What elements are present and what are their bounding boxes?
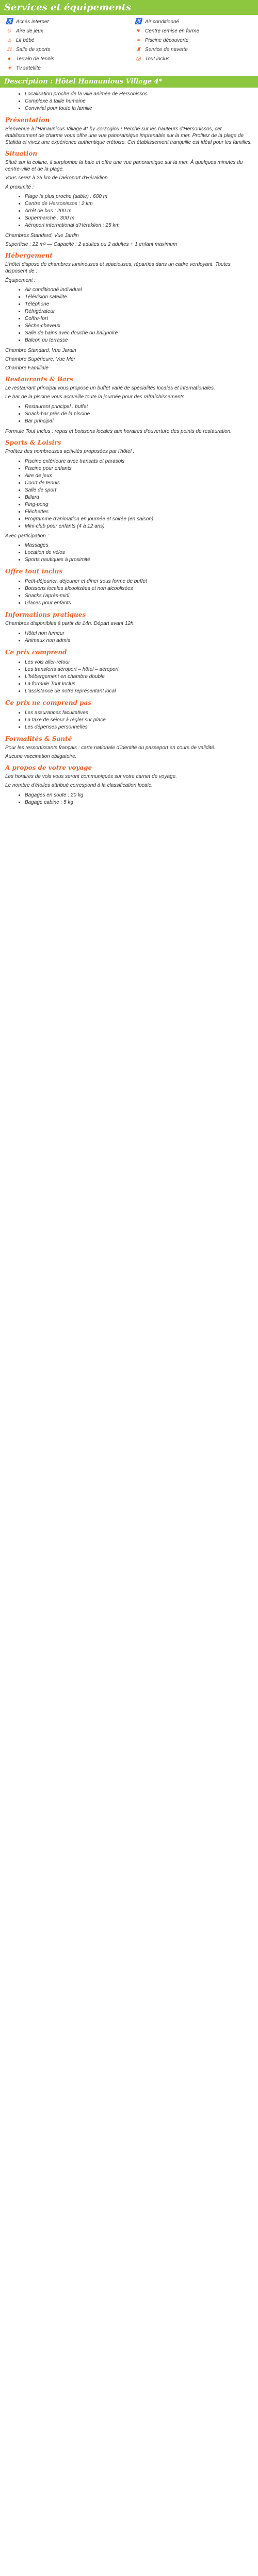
paid-head: Avec participation : [5, 533, 49, 539]
service-label: Service de navette [145, 46, 188, 53]
infos-title: Informations pratiques [5, 611, 86, 618]
list-item: • Salle de bains avec douche ou baignoire [25, 330, 258, 337]
service-item [5, 18, 124, 25]
list-item: • Piscine extérieure avec transats et parasols [25, 458, 258, 465]
paragraph: Le bar de la piscine vous accueille toute la journée pour des rafraîchissements. [5, 394, 186, 400]
prix-non-comprend-title: Ce prix ne comprend pas [5, 699, 92, 706]
list-item: • Bagages en soute : 20 kg [25, 792, 258, 799]
list-item: • Bagage cabine : 5 kg [25, 799, 258, 806]
formalites-title: Formalités & Santé [5, 735, 72, 742]
list-item: • Court de tennis [25, 480, 258, 487]
child-icon: ☺ [6, 28, 12, 34]
equip-head: Équipement : [5, 278, 36, 283]
paragraph: Situé sur la colline, il surplombe la baie et offre une vue panoramique sur la mer. À quelques minutes du centre-ville et de la plage. [5, 160, 243, 172]
presentation-title: Présentation [5, 116, 50, 124]
list-item: • Petit-déjeuner, déjeuner et dîner sous forme de buffet [25, 578, 258, 585]
hebergement-notes [0, 347, 258, 371]
list-item: • Les dépenses personnelles [25, 724, 258, 731]
service-label: Tv satellite [16, 65, 41, 71]
prix-non-comprend-list [0, 709, 258, 731]
paragraph: Superficie : 22 m² — Capacité : 2 adultes ou 2 adultes + 1 enfant maximum [5, 242, 178, 247]
list-item: • Bar principal [25, 418, 258, 425]
apropos-title: A propos de votre voyage [5, 764, 92, 771]
service-item [5, 27, 124, 35]
list-item: • Sports nautiques à proximité [25, 556, 258, 564]
list-item: • Aire de jeux [25, 472, 258, 480]
list-item: • Plage la plus proche (sable) : 600 m [25, 193, 258, 200]
tennis-icon: ● [7, 56, 11, 62]
description-title: Description : Hôtel Hanaunious Village 4* [0, 76, 258, 88]
infos-bullets [0, 630, 258, 645]
list-item: • Animaux non admis [25, 637, 258, 645]
list-item: • L'hébergement en chambre double [25, 673, 258, 681]
situation-text [0, 159, 258, 181]
sports-list [0, 458, 258, 530]
service-label: Aire de jeux [16, 28, 43, 34]
list-item: • Snack-bar près de la piscine [25, 411, 258, 418]
list-item: • Mini-club pour enfants (4 à 12 ans) [25, 523, 258, 530]
list-item: • Supermarché : 300 m [25, 215, 258, 222]
list-item: • Ping-pong [25, 501, 258, 509]
service-item [134, 27, 253, 35]
service-item [134, 37, 253, 44]
list-item: • Location de vélos [25, 549, 258, 556]
paragraph: Les horaires de vols vous seront communiqués sur votre carnet de voyage. [5, 774, 177, 779]
list-item: • Télévision satellite [25, 294, 258, 301]
service-label: Tout inclus [145, 56, 170, 62]
prix-comprend-title: Ce prix comprend [5, 649, 67, 656]
restaurants-title: Restaurants & Bars [5, 376, 73, 383]
list-item: • Les vols aller-retour [25, 659, 258, 666]
list-item: • La taxe de séjour à régler sur place [25, 717, 258, 724]
list-item: • Massages [25, 542, 258, 549]
list-item: • Billard [25, 494, 258, 501]
list-item: • Glaces pour enfants [25, 600, 258, 607]
apropos-list [0, 792, 258, 806]
list-item: • Centre de Hersonissos : 2 km [25, 200, 258, 208]
sports-intro: Profitez des nombreuses activités proposées par l'hôtel : [5, 449, 135, 454]
service-label: Salle de sports [16, 46, 51, 53]
paragraph: Chambre Standard, Vue Jardin [5, 348, 76, 353]
paragraph: Le restaurant principal vous propose un buffet varié de spécialités locales et internationales. [5, 385, 215, 391]
paragraph: Chambre Supérieure, Vue Mer [5, 357, 75, 362]
service-item [134, 55, 253, 62]
description-bullets [0, 91, 258, 112]
paragraph: Pour les ressortissants français : carte nationale d'identité ou passeport en cours de validité. [5, 745, 216, 751]
page [0, 0, 258, 815]
restaurants-note: Formule Tout Inclus : repas et boissons locales aux horaires d'ouverture des points de restauration. [5, 429, 232, 434]
list-item: • Arrêt de bus : 200 m [25, 208, 258, 215]
apropos-text [0, 773, 258, 789]
formalites-text [0, 744, 258, 760]
presentation-text [0, 126, 258, 146]
pool-icon: ≈ [136, 37, 140, 43]
list-item: • Sèche-cheveux [25, 323, 258, 330]
situation-title: Situation [5, 150, 38, 157]
list-item: • Boissons locales alcoolisées et non alcoolisées [25, 585, 258, 592]
list-item: • Piscine pour enfants [25, 465, 258, 472]
restaurants-text [0, 385, 258, 400]
sports-title: Sports & Loisirs [5, 439, 61, 446]
list-item: • La formule Tout Inclus [25, 681, 258, 688]
list-item: • Les assurances facultatives [25, 709, 258, 717]
list-item: • Téléphone [25, 301, 258, 308]
list-item: • Snacks l'après-midi [25, 592, 258, 600]
service-label: Piscine découverte [145, 37, 189, 43]
service-item [134, 18, 253, 25]
accessibility-icon: ♿ [135, 19, 142, 25]
paragraph: Chambres Standard, Vue Jardin [5, 233, 79, 239]
list-item: • Salle de sport [25, 487, 258, 494]
service-label: Terrain de tennis [16, 56, 55, 62]
list-item: • Balcon ou terrasse [25, 337, 258, 344]
list-item: • Les transferts aéroport – hôtel – aéroport [25, 666, 258, 673]
wifi-icon: ◎ [136, 56, 141, 62]
prix-comprend-list [0, 659, 258, 695]
offre-list [0, 578, 258, 607]
meeting-icon: ☷ [7, 46, 12, 53]
list-item: • Complexe à taille humaine [25, 98, 258, 105]
paragraph: Aucune vaccination obligatoire. [5, 754, 77, 759]
infos-check: Chambres disponibles à partir de 14h. Départ avant 12h. [5, 621, 135, 626]
paid-list [0, 542, 258, 564]
offre-title: Offre tout inclus [5, 568, 63, 575]
service-item [5, 46, 124, 53]
list-item: • Aéroport international d'Héraklion : 25 km [25, 222, 258, 229]
situation-footer [0, 232, 258, 248]
equip-list [0, 286, 258, 344]
restaurant-icon: ♨ [7, 37, 12, 43]
list-item: • Fléchettes [25, 509, 258, 516]
distances-head: À proximité : [5, 184, 34, 190]
list-item: • Réfrigérateur [25, 308, 258, 315]
paragraph: Chambre Familiale [5, 365, 49, 371]
service-item [5, 55, 124, 62]
service-label: Air conditionné [145, 19, 180, 25]
service-label: Lit bébé [16, 37, 35, 43]
distances-list [0, 193, 258, 229]
paragraph: Bienvenue à l'Hanaunious Village 4* by Zorzogiou ! Perché sur les hauteurs d'Hersonissos, cet établissement de charme vous offre une vue panoramique imprenable sur la mer. Profitez de la plage de Stalida et vivez une expérience authentique crétoise. Cet établissement tranquille est idéal pour les familles. [5, 126, 252, 145]
hebergement-intro: L'hôtel dispose de chambres lumineuses et spacieuses, réparties dans un cadre verdoyant. Toutes disposent de : [5, 262, 231, 274]
hebergement-title: Hébergement [5, 252, 53, 259]
services-grid [0, 15, 258, 74]
paragraph: Le nombre d'étoiles attribué correspond à la classification locale. [5, 783, 153, 788]
service-label: Centre remise en forme [145, 28, 200, 34]
restaurants-list [0, 403, 258, 425]
service-item [5, 64, 124, 72]
service-label: Accès internet [16, 19, 49, 25]
baby-icon: ☀ [7, 65, 12, 71]
fitness-icon: ♥ [136, 28, 140, 34]
bar-icon: ♜ [136, 46, 141, 53]
accessibility-icon: ♿ [6, 19, 13, 25]
list-item: • Restaurant principal : buffet [25, 403, 258, 411]
list-item: • Convivial pour toute la famille [25, 105, 258, 112]
service-item [134, 46, 253, 53]
list-item: • Programme d'animation en journée et soirée (en saison) [25, 516, 258, 523]
list-item: • Coffre-fort [25, 315, 258, 323]
service-item [5, 37, 124, 44]
list-item: • L'assistance de notre représentant local [25, 688, 258, 695]
list-item: • Air conditionné individuel [25, 286, 258, 294]
list-item: • Hôtel non fumeur [25, 630, 258, 637]
list-item: • Localisation proche de la ville animée de Hersonissos [25, 91, 258, 98]
services-title: Services et équipements [0, 0, 258, 15]
paragraph: Vous serez à 25 km de l'aéroport d'Héraklion. [5, 175, 109, 181]
